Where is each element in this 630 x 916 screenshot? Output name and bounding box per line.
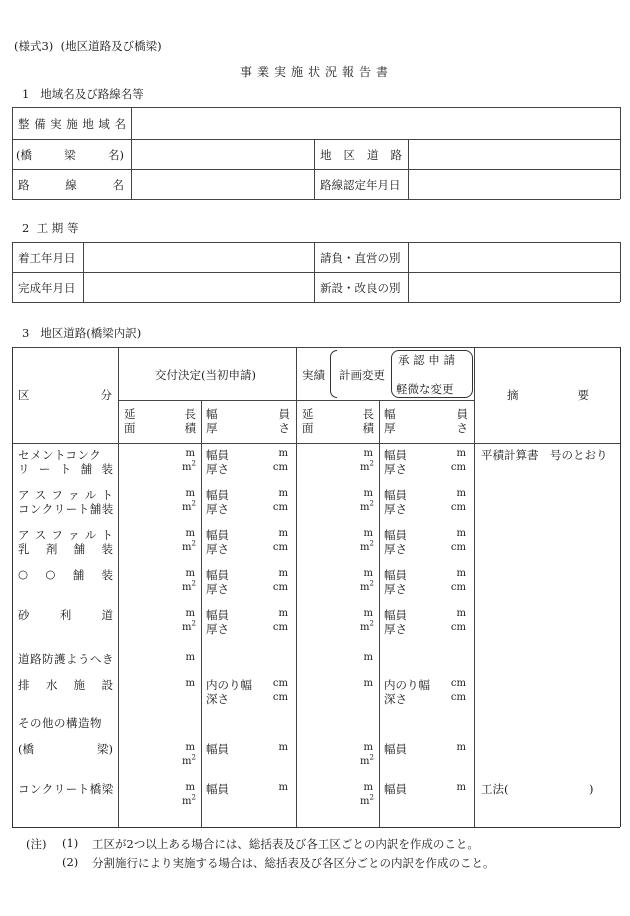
- thickness-label: 厚さ: [384, 582, 407, 596]
- unit-length: m: [185, 652, 195, 663]
- thickness-label: 厚さ: [206, 502, 229, 516]
- label-new-or-improve: 新設・改良の別: [320, 281, 401, 295]
- width-label: 幅員: [384, 608, 407, 622]
- header-tekiyo: 摘 要: [507, 388, 589, 402]
- width-unit: m: [456, 448, 466, 459]
- section2-heading: 2 工 期 等: [22, 221, 79, 235]
- section1-heading: 1 地域名及び路線名等: [22, 87, 144, 101]
- label-route-name: 路 線 名: [18, 178, 124, 192]
- thickness-label: 厚さ: [384, 542, 407, 556]
- thickness-unit: cm: [272, 502, 288, 513]
- header-shonin: 承 認 申 請: [398, 353, 455, 367]
- label-route-cert-date: 路線認定年月日: [320, 178, 401, 192]
- row-label-line2: 乳 剤 舗 装: [18, 542, 113, 556]
- district-road-field[interactable]: [410, 141, 618, 168]
- label-bridge-name: (橋 梁 名): [16, 148, 124, 162]
- label-start-date: 着工年月日: [18, 251, 76, 265]
- thickness-unit: cm: [450, 622, 466, 633]
- row-label: (橋 梁): [18, 742, 113, 756]
- sub-header-fukuin-atsusa-2: 幅 員 厚 さ: [384, 407, 468, 435]
- sub-header-encho-menseki-1: 延 長 面 積: [124, 407, 196, 435]
- width-label: 幅員: [206, 782, 229, 796]
- label-district-road: 地 区 道 路: [320, 148, 402, 162]
- row-note: 工法( ): [481, 782, 594, 796]
- route-cert-date-field[interactable]: [410, 171, 618, 198]
- width-label: 幅員: [206, 742, 229, 756]
- bracket-left: [330, 350, 337, 398]
- width-unit: m: [278, 488, 288, 499]
- note-2-text: 分割施行により実施する場合は、総括表及び各区分ごとの内訳を作成のこと。: [92, 856, 495, 870]
- sub-header-encho-menseki-2: 延 長 面 積: [302, 407, 374, 435]
- width-label: 幅員: [206, 528, 229, 542]
- width-unit: m: [456, 488, 466, 499]
- width-label: 幅員: [206, 568, 229, 582]
- header-jisseki: 実績: [302, 368, 325, 382]
- unit-area: $m^2$: [360, 619, 374, 633]
- unit-area: $m^2$: [360, 793, 374, 807]
- thickness-label: 厚さ: [384, 462, 407, 476]
- row-label: ア ス フ ァ ル ト: [18, 488, 113, 502]
- unit-area: $m^2$: [182, 753, 196, 767]
- thickness-unit: cm: [272, 462, 288, 473]
- route-name-field[interactable]: [133, 171, 313, 198]
- thickness-label: 厚さ: [206, 542, 229, 556]
- thickness-label: 厚さ: [206, 462, 229, 476]
- thickness-unit: cm: [272, 582, 288, 593]
- row-label: 道路防護ようへき: [18, 652, 114, 666]
- width-unit: m: [278, 528, 288, 539]
- unit-area: $m^2$: [182, 459, 196, 473]
- width-label: 幅員: [206, 488, 229, 502]
- row-label: セメントコンク: [18, 448, 102, 462]
- unit-area: $m^2$: [182, 619, 196, 633]
- thickness-label: 厚さ: [206, 622, 229, 636]
- unit-length: m: [185, 568, 195, 579]
- unit-area: $m^2$: [182, 579, 196, 593]
- unit-length: m: [185, 742, 195, 753]
- unit-area: $m^2$: [182, 793, 196, 807]
- row-label-line2: リ ー ト 舗 装: [18, 462, 113, 476]
- form-type: (地区道路及び橋梁): [60, 39, 162, 53]
- thickness-unit: cm: [450, 462, 466, 473]
- row-label-line2: コンクリート舗装: [18, 502, 114, 516]
- row-note: 平積計算書 号のとおり: [481, 448, 608, 462]
- row-label: 排 水 施 設: [18, 678, 113, 692]
- thickness-unit: cm: [450, 542, 466, 553]
- thickness-unit: cm: [450, 692, 466, 703]
- unit-area: $m^2$: [360, 499, 374, 513]
- unit-area: $m^2$: [360, 753, 374, 767]
- row-label: その他の構造物: [18, 716, 102, 730]
- unit-length: m: [363, 608, 373, 619]
- unit-length: m: [185, 678, 195, 689]
- label-contract-type: 請負・直営の別: [320, 251, 401, 265]
- sub-header-fukuin-atsusa-1: 幅 員 厚 さ: [206, 407, 290, 435]
- width-label: 幅員: [206, 608, 229, 622]
- width-unit: m: [456, 782, 466, 793]
- header-keikaku: 計画変更: [339, 368, 385, 382]
- note-prefix: (注): [26, 837, 47, 851]
- start-date-field[interactable]: [85, 244, 313, 271]
- row-label: ○ ○ 舗 装: [18, 567, 113, 582]
- header-keibi: 軽微な変更: [396, 382, 454, 396]
- unit-length: m: [363, 448, 373, 459]
- unit-length: m: [363, 742, 373, 753]
- width-label: 幅員: [384, 568, 407, 582]
- width-unit: m: [278, 448, 288, 459]
- width-label: 内のり幅: [384, 678, 430, 692]
- width-unit: m: [278, 568, 288, 579]
- unit-length: m: [363, 528, 373, 539]
- unit-length: m: [185, 488, 195, 499]
- contract-type-field[interactable]: [410, 244, 618, 271]
- completion-date-field[interactable]: [85, 274, 313, 301]
- note-1-num: (1): [62, 836, 79, 850]
- width-unit: cm: [272, 678, 288, 689]
- unit-length: m: [185, 782, 195, 793]
- width-label: 幅員: [206, 448, 229, 462]
- page-title: 事業実施状況報告書: [240, 65, 394, 79]
- thickness-label: 厚さ: [384, 622, 407, 636]
- unit-length: m: [185, 448, 195, 459]
- header-kubun: 区 分: [18, 388, 112, 402]
- unit-area: $m^2$: [360, 579, 374, 593]
- note-1-text: 工区が2つ以上ある場合には、総括表及び各工区ごとの内訳を作成のこと。: [92, 837, 479, 851]
- row-label: 砂 利 道: [18, 608, 113, 622]
- width-unit: m: [456, 528, 466, 539]
- width-unit: cm: [450, 678, 466, 689]
- thickness-unit: cm: [272, 542, 288, 553]
- note-2-num: (2): [62, 855, 79, 869]
- header-kofu: 交付決定(当初申請): [155, 368, 256, 382]
- unit-area: $m^2$: [182, 539, 196, 553]
- unit-area: $m^2$: [360, 539, 374, 553]
- width-unit: m: [278, 608, 288, 619]
- thickness-unit: cm: [272, 692, 288, 703]
- unit-length: m: [363, 568, 373, 579]
- thickness-unit: cm: [450, 502, 466, 513]
- thickness-label: 深さ: [384, 692, 407, 706]
- width-label: 幅員: [384, 528, 407, 542]
- width-unit: m: [456, 568, 466, 579]
- thickness-unit: cm: [450, 582, 466, 593]
- width-unit: m: [456, 742, 466, 753]
- unit-area: $m^2$: [182, 499, 196, 513]
- width-unit: m: [278, 742, 288, 753]
- bridge-name-field[interactable]: [133, 141, 313, 168]
- row-label: ア ス フ ァ ル ト: [18, 528, 113, 542]
- width-unit: m: [278, 782, 288, 793]
- thickness-label: 厚さ: [206, 582, 229, 596]
- width-label: 内のり幅: [206, 678, 252, 692]
- width-label: 幅員: [384, 448, 407, 462]
- thickness-unit: cm: [272, 622, 288, 633]
- unit-length: m: [363, 488, 373, 499]
- width-unit: m: [456, 608, 466, 619]
- new-or-improve-field[interactable]: [410, 274, 618, 301]
- unit-length: m: [363, 678, 373, 689]
- label-seibi-area: 整 備 実 施 地 域 名: [18, 117, 126, 131]
- form-label: (様式3) (地区道路及び橋梁): [14, 39, 162, 53]
- width-label: 幅員: [384, 488, 407, 502]
- seibi-area-field[interactable]: [133, 109, 618, 138]
- thickness-label: 深さ: [206, 692, 229, 706]
- width-label: 幅員: [384, 782, 407, 796]
- width-label: 幅員: [384, 742, 407, 756]
- unit-length: m: [363, 782, 373, 793]
- unit-length: m: [185, 528, 195, 539]
- row-label: コンクリート橋梁: [18, 782, 114, 796]
- label-completion-date: 完成年月日: [18, 281, 76, 295]
- thickness-label: 厚さ: [384, 502, 407, 516]
- section3-heading: 3 地区道路(橋梁内訳): [22, 326, 142, 340]
- unit-length: m: [185, 608, 195, 619]
- unit-length: m: [363, 652, 373, 663]
- unit-area: $m^2$: [360, 459, 374, 473]
